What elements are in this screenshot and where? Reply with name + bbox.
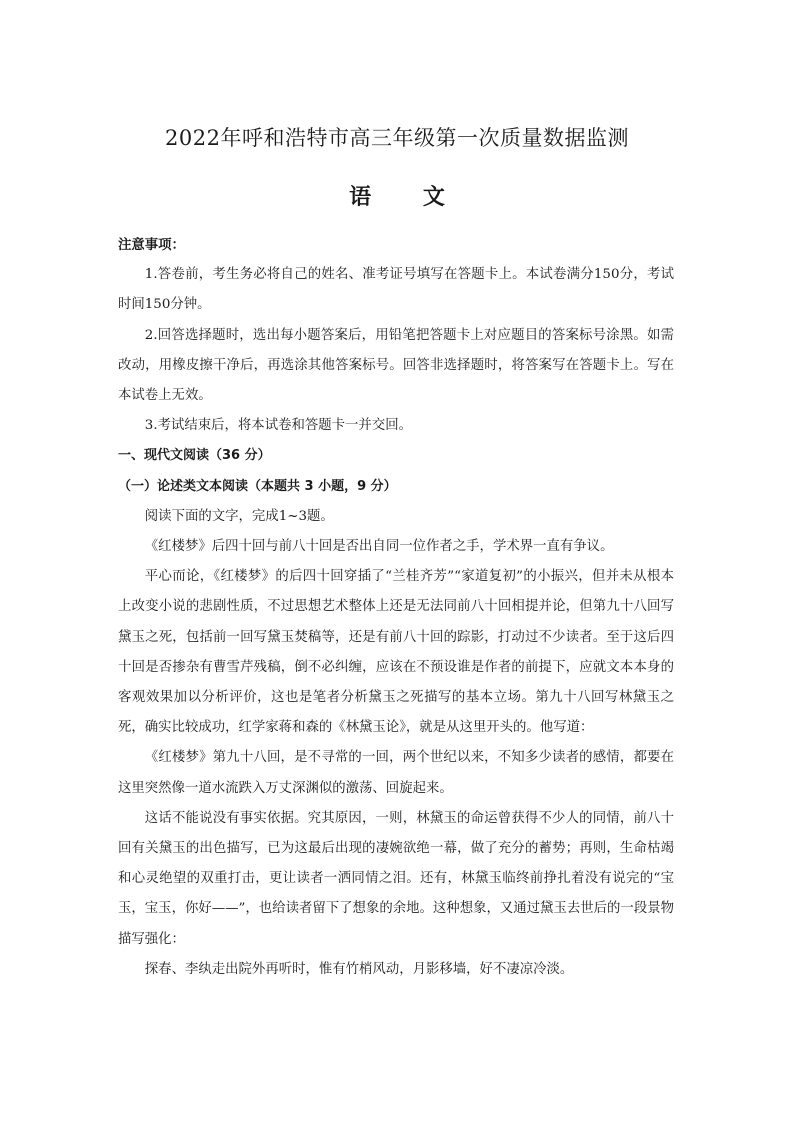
notice-item-3: 3.考试结束后，将本试卷和答题卡一并交回。 bbox=[144, 418, 412, 434]
passage-paragraph-1: 《红楼梦》后四十回与前八十回是否出自同一位作者之手，学术界一直有争议。 bbox=[144, 539, 614, 555]
notice-heading: 注意事项： bbox=[118, 237, 185, 253]
passage-paragraph-3: 这话不能说没有事实依据。究其原因，一则，林黛玉的命运曾获得不少人的同情，前八十回有关黛玉的出色描写，已为这最后出现的凄婉欲绝一幕，做了充分的蓄势；再则，生命枯竭和心灵绝望的双重打击，更让读者一洒同情之泪。还有，林黛玉临终前挣扎着没有说完的“宝玉，宝玉，你好——”，也给读者留下了想象的余地。这种想象，又通过黛玉去世后的一段景物描写强化： bbox=[118, 810, 674, 947]
notice-item-1: 1.答卷前，考生务必将自己的姓名、准考证号填写在答题卡上。本试卷满分150分，考试时间150分钟。 bbox=[118, 267, 674, 313]
passage-quote: 《红楼梦》第九十八回，是不寻常的一回，两个世纪以来，不知多少读者的感情，都要在这里突然像一道水流跌入万丈深渊似的激荡、回旋起来。 bbox=[118, 750, 674, 796]
section-heading: 一、现代文阅读（36 分） bbox=[118, 448, 271, 464]
exam-title: 2022年呼和浩特市高三年级第一次质量数据监测 bbox=[165, 126, 629, 150]
reading-instruction: 阅读下面的文字，完成1~3题。 bbox=[144, 508, 334, 524]
passage-excerpt: 探春、李纨走出院外再听时，惟有竹梢风动，月影移墙，好不凄凉冷淡。 bbox=[144, 961, 574, 977]
notice-item-2: 2.回答选择题时，选出每小题答案后，用铅笔把答题卡上对应题目的答案标号涂黑。如需改动，用橡皮擦干净后，再选涂其他答案标号。回答非选择题时，将答案写在答题卡上。写在本试卷上无效。 bbox=[118, 327, 674, 404]
subsection-heading: （一）论述类文本阅读（本题共 3 小题，9 分） bbox=[118, 478, 397, 494]
subject-title: 语 文 bbox=[349, 184, 467, 210]
passage-paragraph-2: 平心而论，《红楼梦》的后四十回穿插了“兰桂齐芳”“家道复初”的小振兴，但并未从根本上改变小说的悲剧性质，不过思想艺术整体上还是无法同前八十回相提并论，但第九十八回写黛玉之死，包括前一回写黛玉焚稿等，还是有前八十回的踪影，打动过不少读者。至于这后四十回是否掺杂有曹雪芹残稿，倒不必纠缠，应该在不预设谁是作者的前提下，应就文本本身的客观效果加以分析评价，这也是笔者分析黛玉之死描写的基本立场。第九十八回写林黛玉之死，确实比较成功，红学家蒋和森的《林黛玉论》，就是从这里开头的。他写道： bbox=[118, 569, 674, 736]
exam-body bbox=[118, 230, 674, 985]
